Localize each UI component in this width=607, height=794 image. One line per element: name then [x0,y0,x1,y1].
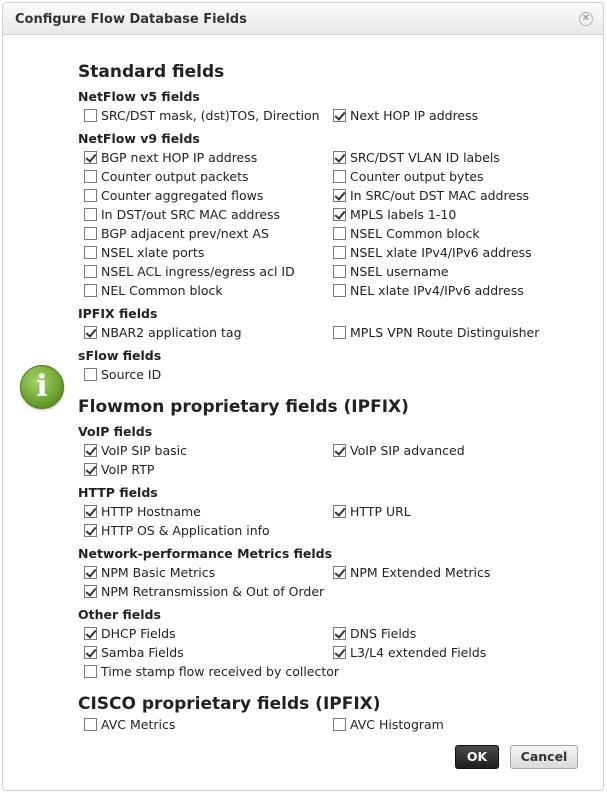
checkbox-box[interactable] [84,246,97,259]
checkbox-label: HTTP Hostname [101,504,201,519]
checkbox-label: Counter output packets [101,169,249,184]
checkbox-nsel-common[interactable] [333,226,480,241]
checkbox-box[interactable] [333,326,346,339]
checkbox-box[interactable] [333,444,346,457]
checkbox-timestamp[interactable] [84,664,339,679]
group-ipfix: IPFIX fields [78,306,158,321]
checkbox-nsel-acl[interactable] [84,264,295,279]
checkbox-label: VoIP SIP basic [101,443,188,458]
checkbox-box[interactable] [84,227,97,240]
checkbox-label: MPLS labels 1-10 [350,207,457,222]
checkbox-box[interactable] [333,505,346,518]
checkbox-box[interactable] [333,265,346,278]
checkbox-box[interactable] [333,284,346,297]
checkbox-label: VoIP RTP [101,462,155,477]
checkbox-nbar2[interactable] [84,325,242,340]
checkbox-npm-extended[interactable] [333,565,490,580]
checkbox-label: NEL Common block [101,283,223,298]
section-flowmon-fields: Flowmon proprietary fields (IPFIX) [78,397,409,417]
checkbox-src-dst-mask[interactable] [84,108,320,123]
ok-button[interactable]: OK [455,745,499,769]
checkbox-label: HTTP OS & Application info [101,523,270,538]
cancel-button[interactable]: Cancel [510,745,578,769]
checkbox-label: DHCP Fields [101,626,176,641]
checkbox-in-dst-out-src-mac[interactable] [84,207,280,222]
checkbox-label: Source ID [101,367,162,382]
group-voip: VoIP fields [78,424,153,439]
checkbox-box[interactable] [84,524,97,537]
checkbox-label: Samba Fields [101,645,184,660]
checkbox-box[interactable] [333,109,346,122]
checkbox-label: Counter output bytes [350,169,484,184]
checkbox-counter-out-packets[interactable] [84,169,249,184]
checkbox-nel-xlate-ip[interactable] [333,283,524,298]
checkbox-box[interactable] [84,463,97,476]
checkbox-dns[interactable] [333,626,416,641]
checkbox-npm-retransmission[interactable] [84,584,324,599]
group-http: HTTP fields [78,485,158,500]
checkbox-label: In DST/out SRC MAC address [101,207,281,222]
checkbox-samba[interactable] [84,645,184,660]
checkbox-label: BGP adjacent prev/next AS [101,226,269,241]
checkbox-next-hop[interactable] [333,108,478,123]
checkbox-bgp-adjacent[interactable] [84,226,269,241]
checkbox-dhcp[interactable] [84,626,176,641]
checkbox-npm-basic[interactable] [84,565,215,580]
checkbox-mpls-labels[interactable] [333,207,456,222]
checkbox-label: AVC Histogram [350,717,444,732]
checkbox-label: Next HOP IP address [350,108,479,123]
checkbox-label: DNS Fields [350,626,417,641]
checkbox-box[interactable] [84,665,97,678]
checkbox-box[interactable] [84,326,97,339]
checkbox-l3l4-extended[interactable] [333,645,486,660]
checkbox-label: VoIP SIP advanced [350,443,465,458]
checkbox-nsel-xlate-ports[interactable] [84,245,204,260]
checkbox-box[interactable] [333,170,346,183]
checkbox-label: NEL xlate IPv4/IPv6 address [350,283,524,298]
section-standard-fields: Standard fields [78,62,225,82]
checkbox-box[interactable] [84,368,97,381]
checkbox-label: NSEL ACL ingress/egress acl ID [101,264,295,279]
checkbox-label: In SRC/out DST MAC address [350,188,530,203]
checkbox-box[interactable] [333,208,346,221]
checkbox-http-url[interactable] [333,504,411,519]
checkbox-label: MPLS VPN Route Distinguisher [350,325,540,340]
checkbox-label: NSEL xlate ports [101,245,205,260]
checkbox-label: NSEL username [350,264,449,279]
checkbox-box[interactable] [84,284,97,297]
checkbox-label: BGP next HOP IP address [101,150,258,165]
checkbox-box[interactable] [84,718,97,731]
group-netflow-v9: NetFlow v9 fields [78,131,200,146]
checkbox-nsel-username[interactable] [333,264,449,279]
checkbox-box[interactable] [333,646,346,659]
checkbox-box[interactable] [84,170,97,183]
checkbox-box[interactable] [84,208,97,221]
checkbox-bgp-next-hop[interactable] [84,150,257,165]
checkbox-in-src-out-dst-mac[interactable] [333,188,529,203]
checkbox-box[interactable] [333,151,346,164]
checkbox-box[interactable] [333,718,346,731]
checkbox-box[interactable] [84,151,97,164]
close-icon[interactable]: ✕ [579,12,593,26]
checkbox-box[interactable] [84,585,97,598]
dialog-title: Configure Flow Database Fields [15,12,247,27]
dialog-titlebar [3,3,603,35]
group-npm: Network-performance Metrics fields [78,546,333,561]
checkbox-vlan-labels[interactable] [333,150,500,165]
checkbox-voip-rtp[interactable] [84,462,154,477]
checkbox-box[interactable] [333,189,346,202]
checkbox-label: SRC/DST VLAN ID labels [350,150,500,165]
checkbox-box[interactable] [84,646,97,659]
checkbox-label: HTTP URL [350,504,411,519]
checkbox-label: Counter aggregated flows [101,188,264,203]
checkbox-label: NSEL Common block [350,226,480,241]
checkbox-avc-histogram[interactable] [333,717,444,732]
section-cisco-fields: CISCO proprietary fields (IPFIX) [78,694,381,714]
checkbox-box[interactable] [84,566,97,579]
checkbox-label: NPM Extended Metrics [350,565,491,580]
checkbox-nsel-xlate-ip[interactable] [333,245,532,260]
checkbox-label: AVC Metrics [101,717,176,732]
checkbox-source-id[interactable] [84,367,161,382]
group-sflow: sFlow fields [78,348,162,363]
checkbox-label: NBAR2 application tag [101,325,242,340]
checkbox-label: NPM Retransmission & Out of Order [101,584,325,599]
checkbox-box[interactable] [84,109,97,122]
checkbox-box[interactable] [333,227,346,240]
group-netflow-v5: NetFlow v5 fields [78,89,200,104]
info-icon: i [20,365,64,409]
checkbox-counter-out-bytes[interactable] [333,169,484,184]
checkbox-box[interactable] [333,246,346,259]
checkbox-http-os[interactable] [84,523,270,538]
checkbox-http-hostname[interactable] [84,504,201,519]
checkbox-voip-sip-basic[interactable] [84,443,187,458]
checkbox-label: NPM Basic Metrics [101,565,216,580]
checkbox-counter-agg-flows[interactable] [84,188,263,203]
checkbox-box[interactable] [84,265,97,278]
checkbox-box[interactable] [84,627,97,640]
checkbox-box[interactable] [84,189,97,202]
checkbox-nel-common[interactable] [84,283,223,298]
checkbox-label: L3/L4 extended Fields [350,645,487,660]
checkbox-avc-metrics[interactable] [84,717,175,732]
checkbox-label: NSEL xlate IPv4/IPv6 address [350,245,532,260]
checkbox-voip-sip-advanced[interactable] [333,443,465,458]
checkbox-box[interactable] [84,505,97,518]
checkbox-mpls-vpn[interactable] [333,325,539,340]
checkbox-label: Time stamp flow received by collector [101,664,340,679]
checkbox-box[interactable] [84,444,97,457]
checkbox-label: SRC/DST mask, (dst)TOS, Direction [101,108,320,123]
checkbox-box[interactable] [333,627,346,640]
group-other: Other fields [78,607,161,622]
checkbox-box[interactable] [333,566,346,579]
